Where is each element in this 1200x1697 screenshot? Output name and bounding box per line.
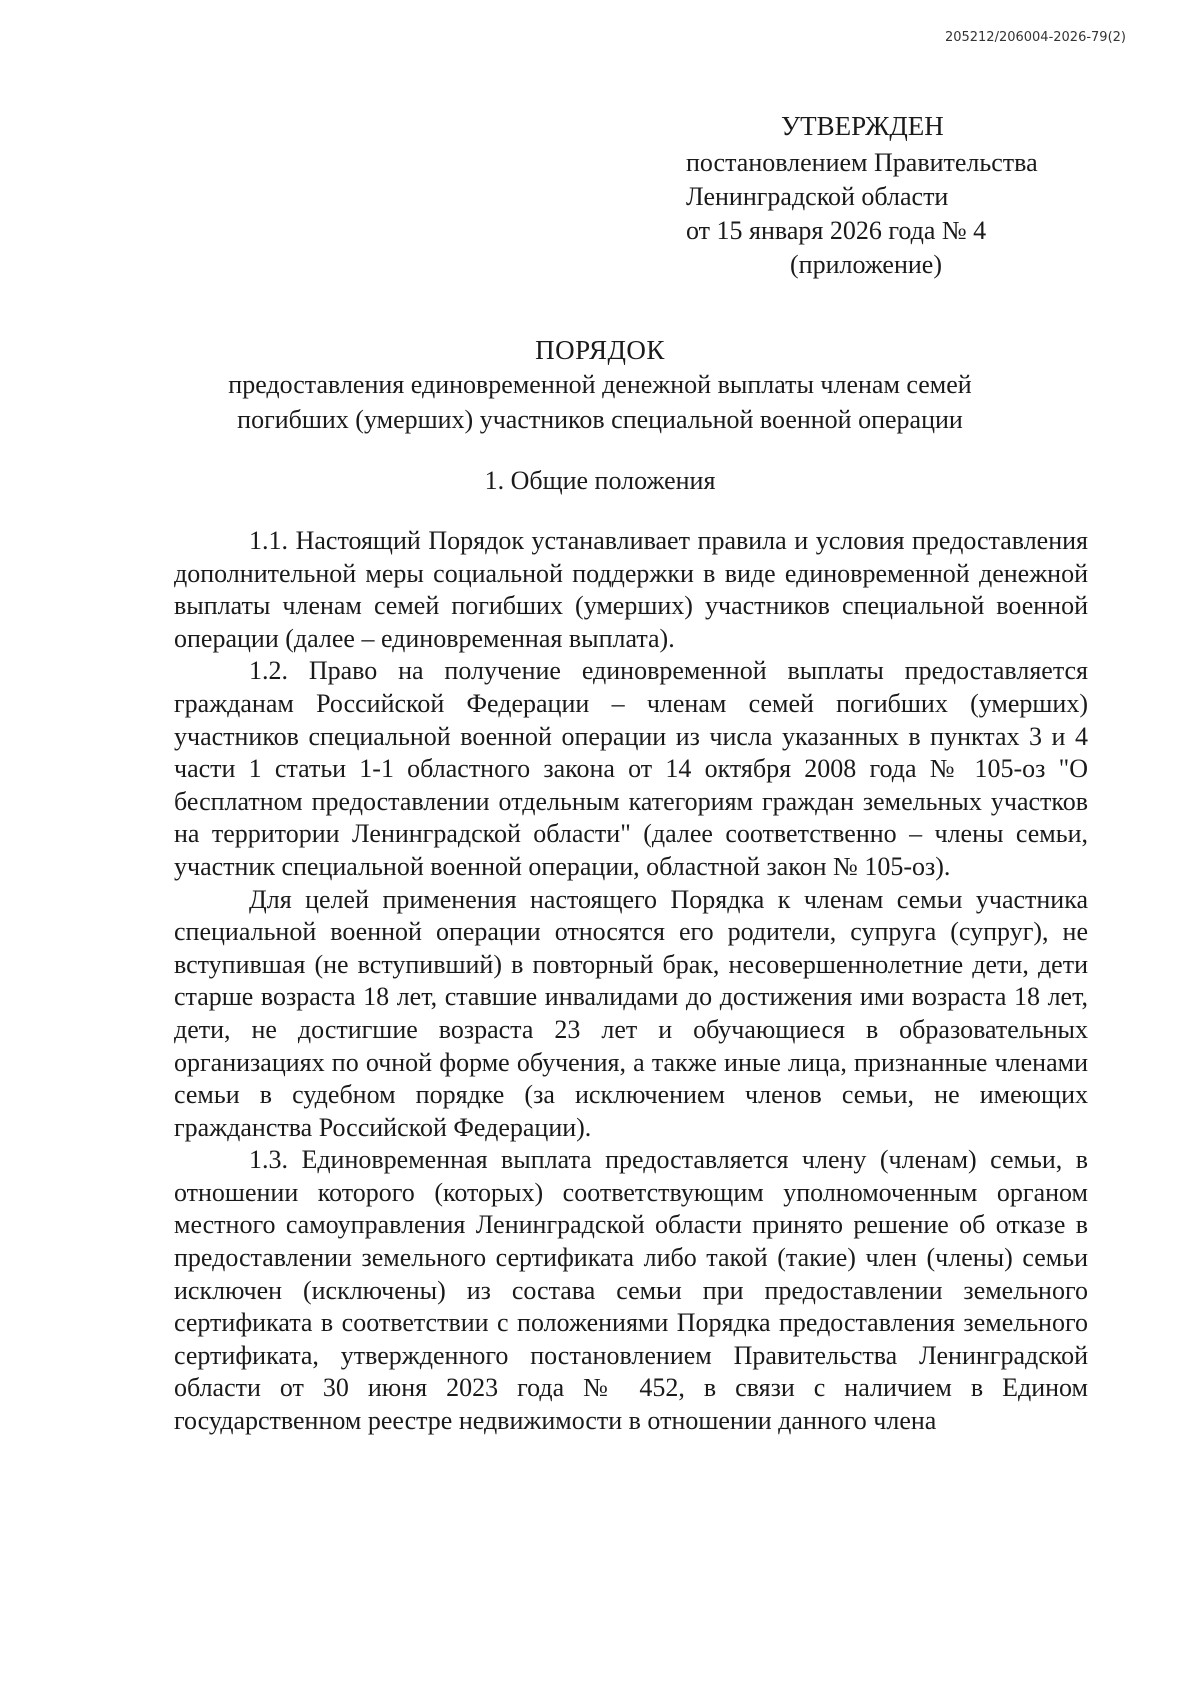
document-body [174, 525, 1088, 1438]
subtitle-line: предоставления единовременной денежной выплаты членам семей [228, 370, 972, 399]
approval-line: Ленинградской области [686, 182, 949, 211]
subtitle-line: погибших (умерших) участников специальной военной операции [237, 405, 963, 434]
document-subtitle [0, 367, 1200, 437]
approval-line: постановлением Правительства [686, 148, 1038, 177]
approval-title: УТВЕРЖДЕН [781, 111, 944, 141]
paragraph-family-members: Для целей применения настоящего Порядка к членам семьи участника специальной военной операции относятся его родители, супруга (супруг), не вступившая (не вступивший) в повторный брак, несовершеннолетние дети, дети старше возраста 18 лет, ставшие инвалидами до достижения ими возраста 18 лет, дети, не достигшие возраста 23 лет и обучающиеся в образовательных организациях по очной форме обучения, а также иные лица, признанные членами семьи в судебном порядке (за исключением членов семьи, не имеющих гражданства Российской Федерации). [174, 884, 1088, 1142]
paragraph-1-1: 1.1. Настоящий Порядок устанавливает правила и условия предоставления дополнительной меры социальной поддержки в виде единовременной денежной выплаты членам семей погибших (умерших) участников специальной военной операции (далее – единовременная выплата). [174, 526, 1088, 653]
document-id: 205212/206004-2026-79(2) [944, 30, 1126, 45]
document-title: ПОРЯДОК [535, 335, 665, 365]
section-title: 1. Общие положения [484, 466, 716, 495]
paragraph-1-3: 1.3. Единовременная выплата предоставляется члену (членам) семьи, в отношении которого (которых) соответствующим уполномоченным органом местного самоуправления Ленинградской области принято решение об отказе в предоставлении земельного сертификата либо такой (такие) член (члены) семьи исключен (исключены) из состава семьи при предоставлении земельного сертификата в соответствии с положениями Порядка предоставления земельного сертификата, утвержденного постановлением Правительства Ленинградской области от 30 июня 2023 года № 452, в связи с наличием в Едином государственном реестре недвижимости в отношении данного члена [174, 1145, 1088, 1436]
approval-note: (приложение) [790, 250, 943, 279]
paragraph-1-2: 1.2. Право на получение единовременной выплаты предоставляется гражданам Российской Федерации – членам семей погибших (умерших) участников специальной военной операции из числа указанных в пунктах 3 и 4 части 1 статьи 1-1 областного закона от 14 октября 2008 года № 105-оз "О бесплатном предоставлении отдельным категориям граждан земельных участков на территории Ленинградской области" (далее соответственно – члены семьи, участник специальной военной операции, областной закон № 105-оз). [174, 656, 1088, 881]
approval-block [686, 106, 1038, 282]
approval-line: от 15 января 2026 года № 4 [686, 216, 987, 245]
